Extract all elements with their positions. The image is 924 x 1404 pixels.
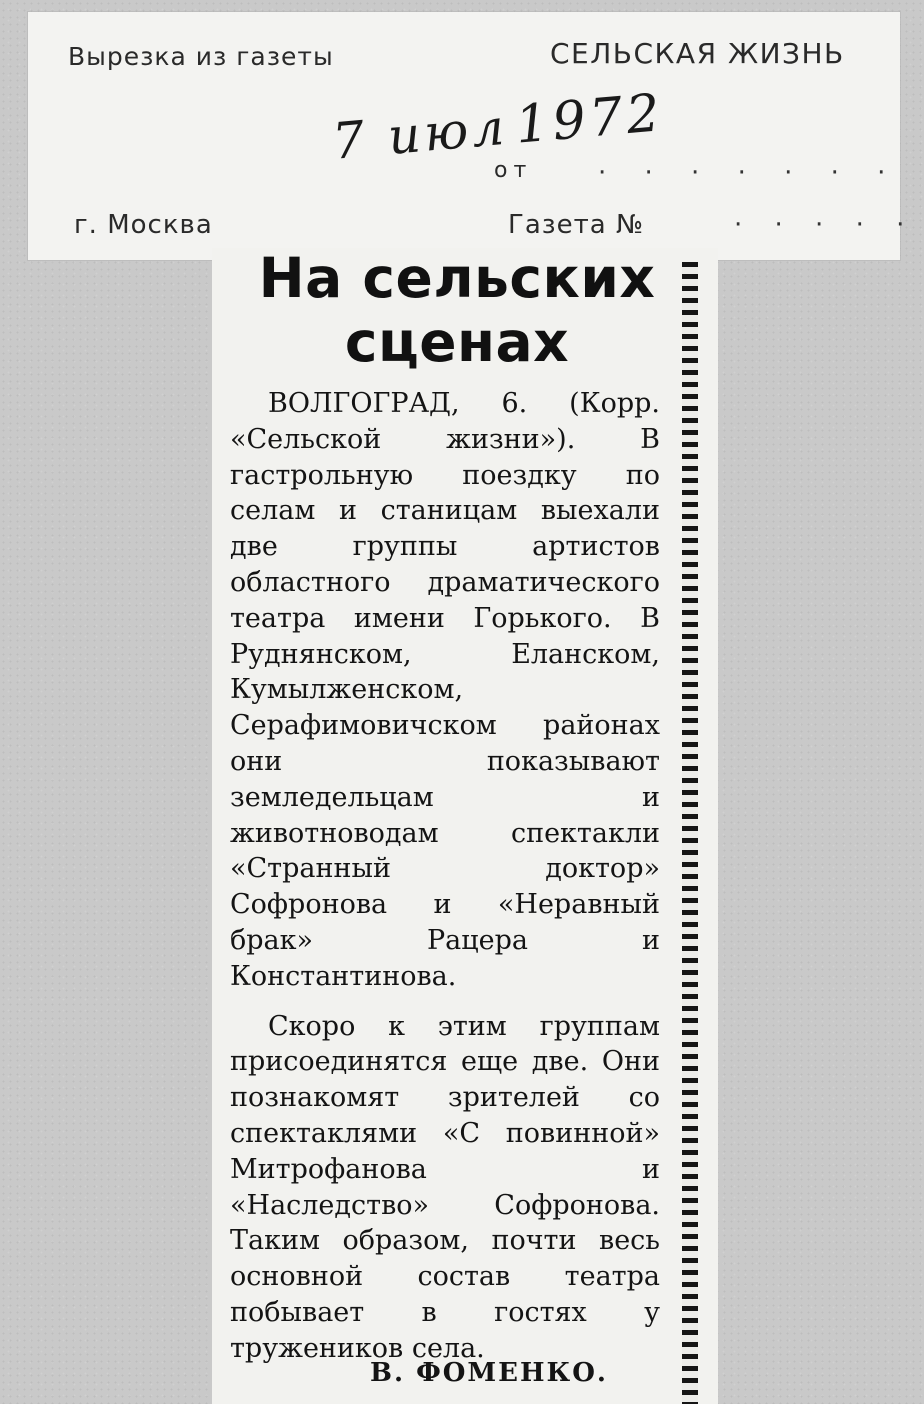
newspaper-name: СЕЛЬСКАЯ ЖИЗНЬ — [550, 37, 845, 70]
clipping-label: Вырезка из газеты — [68, 42, 334, 71]
headline-line-2: сценах — [344, 310, 570, 374]
column-rule — [682, 262, 698, 1404]
paper-number-label: Газета № — [508, 210, 644, 240]
paper-number-dots: · · · · · — [734, 210, 917, 240]
article-paragraph-2: Скоро к этим группам присоединятся еще две. Они познакомят зрителей со спектаклями «С повинной» Митрофанова и «Наследство» Софронова. Таким образом, почти весь основной состав театра побывает в гостях у тружеников села. — [230, 1010, 660, 1364]
city-label: г. Москва — [74, 210, 213, 240]
date-fill-dots: · · · · · · · — [598, 158, 901, 188]
stamp-day-month: 7 июл — [330, 97, 511, 171]
headline-line-1: На сельских — [258, 246, 656, 310]
article-headline — [242, 246, 672, 374]
article-byline: В. ФОМЕНКО. — [370, 1358, 608, 1388]
date-from-label: от — [494, 158, 533, 183]
stamp-year: 1972 — [513, 83, 667, 156]
article-paragraph-1: ВОЛГОГРАД, 6. (Корр. «Сельской жизни»). В гастрольную поездку по селам и станицам выехали две группы артистов областного драматического театра имени Горького. В Руднянском, Еланском, Кумылженском, Серафимовичском районах они показывают земледельцам и животноводам спектакли «Странный доктор» Софронова и «Неравный брак» Рацера и Константинова. — [230, 388, 660, 992]
article-body — [230, 386, 660, 1367]
